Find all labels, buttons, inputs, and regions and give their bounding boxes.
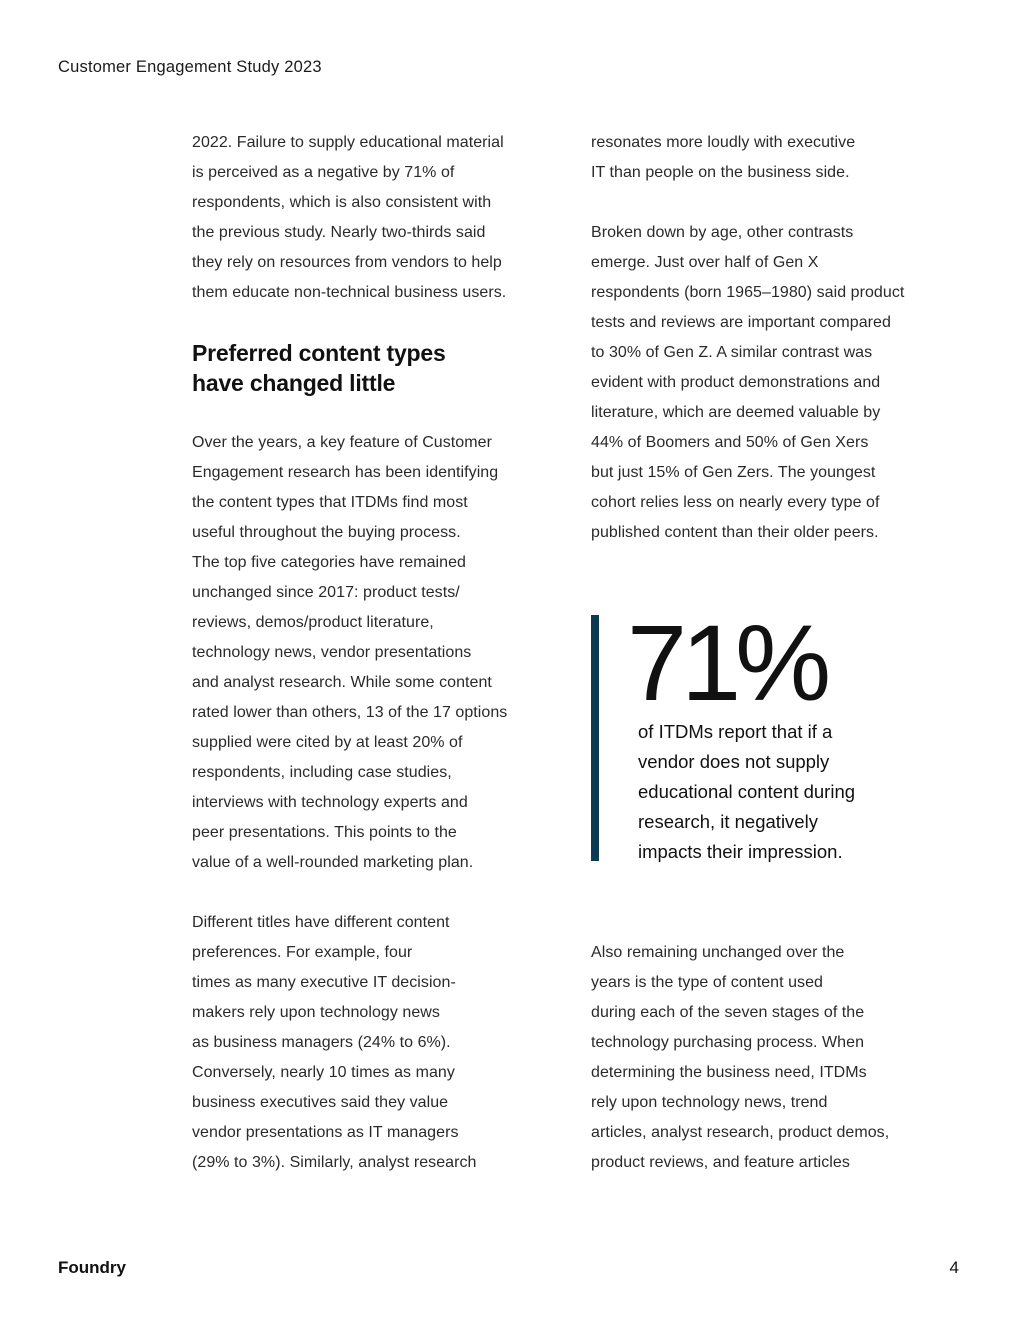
spacer (192, 308, 567, 338)
right-paragraph-1: resonates more loudly with executive IT than people on the business side. (591, 134, 856, 181)
left-column (192, 128, 567, 1178)
callout-description: of ITDMs report that if a vendor does not supply educational content during research, it negatively impacts their impression. (638, 721, 856, 862)
section-heading: Preferred content types have changed little (192, 340, 446, 396)
page-number: 4 (949, 1258, 959, 1277)
right-column (591, 128, 966, 548)
footer-brand-logo: Foundry (58, 1258, 126, 1277)
running-header: Customer Engagement Study 2023 (58, 58, 322, 76)
right-column-bottom (591, 938, 966, 1178)
stat-callout (591, 602, 979, 862)
spacer (192, 878, 567, 908)
left-paragraph-1: 2022. Failure to supply educational material is perceived as a negative by 71% of respondents, which is also consistent with the previous study. Nearly two-thirds said they rely on resources from vendors to help them educate non-technical business users. (192, 134, 507, 301)
right-paragraph-2: Broken down by age, other contrasts emerge. Just over half of Gen X respondents (born 1965–1980) said product tests and reviews are important compared to 30% of Gen Z. A similar contrast was evident with product demonstrations and literature, which are deemed valuable by 44% of Boomers and 50% of Gen Xers but just 15% of Gen Zers. The youngest cohort relies less on nearly every type of published content than their older peers. (591, 224, 905, 541)
spacer (591, 188, 966, 218)
left-paragraph-3: Different titles have different content preferences. For example, four times as many executive IT decision- makers rely upon technology news as business managers (24% to 6%). Conversely, nearly 10 times as many business executives said they value vendor presentations as IT managers (29% to 3%). Similarly, analyst research (192, 914, 477, 1171)
left-paragraph-2: Over the years, a key feature of Customer Engagement research has been identifying the content types that ITDMs find most useful throughout the buying process. The top five categories have remained unchanged since 2017: product tests/ reviews, demos/product literature, technology news, vendor presentations and analyst research. While some content rated lower than others, 13 of the 17 options supplied were cited by at least 20% of respondents, including case studies, interviews with technology experts and peer presentations. This points to the value of a well-rounded marketing plan. (192, 434, 508, 871)
spacer (192, 398, 567, 428)
right-paragraph-3: Also remaining unchanged over the years is the type of content used during each of the seven stages of the technology purchasing process. When determining the business need, ITDMs rely upon technology news, trend articles, analyst research, product demos, product reviews, and feature articles (591, 944, 890, 1171)
callout-stat-value: 71% (627, 602, 826, 723)
